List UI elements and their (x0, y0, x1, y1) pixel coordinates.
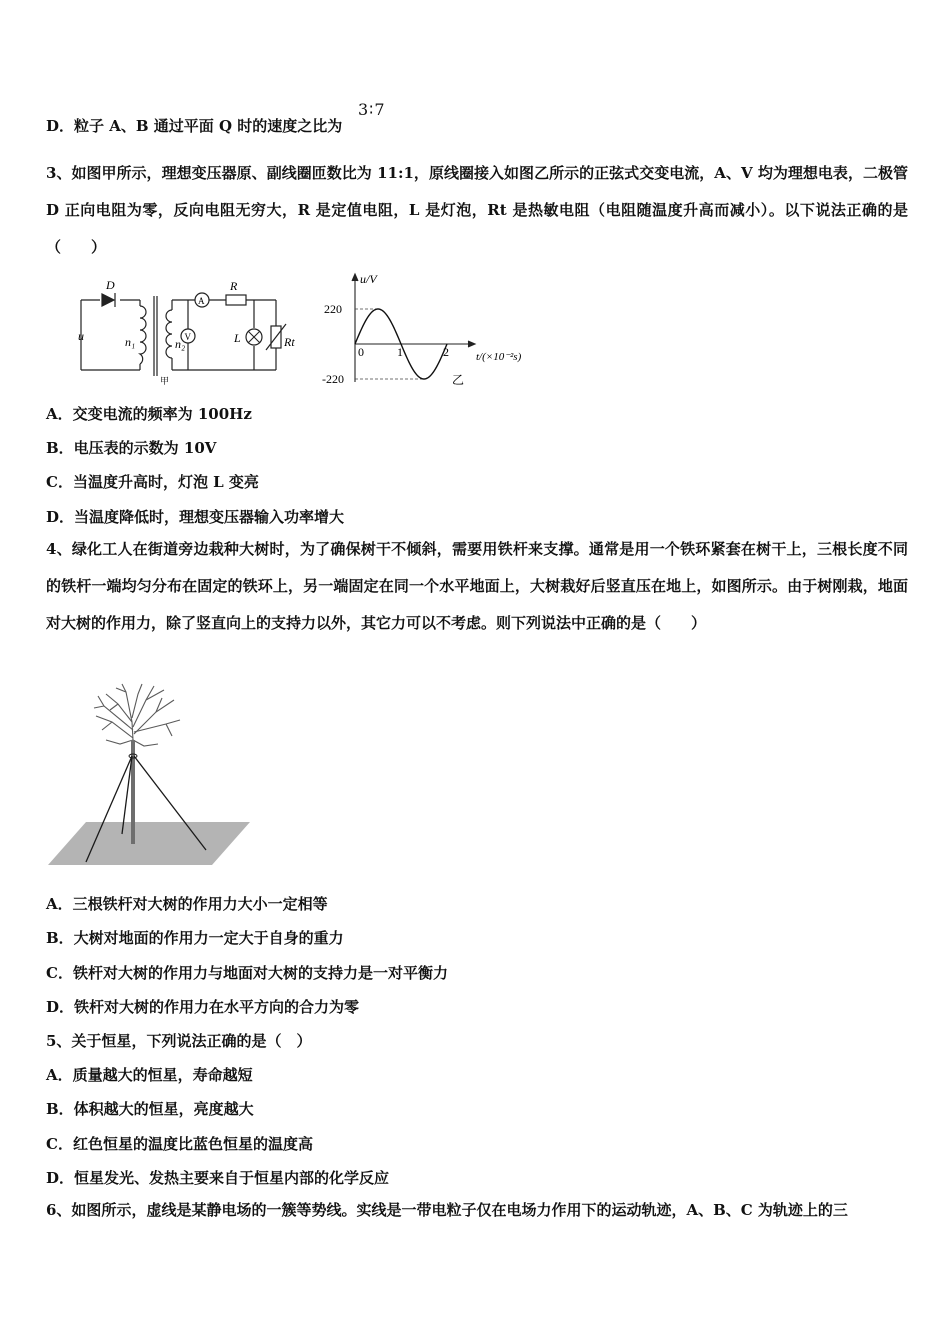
q3-option-c: C．当温度升高时，灯泡 L 变亮 (46, 473, 259, 491)
q5-option-b: B．体积越大的恒星，亮度越大 (46, 1100, 254, 1118)
q5-option-a: A．质量越大的恒星，寿命越短 (46, 1066, 253, 1084)
q3-stem: 3、如图甲所示，理想变压器原、副线圈匝数比为 11:1，原线圈接入如图乙所示的正弦式交变电流，A、V 均为理想电表，二极管 D 正向电阻为零，反向电阻无穷大，R 是定值电阻，L 是灯泡，Rt 是热敏电阻（电阻随温度升高而减小）。以下说法正确的是（ ） (46, 164, 908, 256)
q4-stem: 4、绿化工人在街道旁边栽种大树时，为了确保树干不倾斜，需要用铁杆来支撑。通常是用一个铁环紧套在树干上，三根长度不同的铁杆一端均匀分布在固定的铁环上，另一端固定在同一个水平地面上，大树栽好后竖直压在地上，如图所示。由于树刚栽，地面对大树的作用力，除了竖直向上的支持力以外，其它力可以不考虑。则下列说法中正确的是（ ） (46, 540, 908, 632)
label-a: A (198, 296, 205, 306)
q3-circuit-diagram (76, 278, 316, 388)
y-tick-220: 220 (324, 302, 342, 316)
y-tick-neg220: -220 (322, 372, 344, 386)
x-tick-1: 1 (397, 345, 403, 359)
q6-stem: 6、如图所示，虚线是某静电场的一簇等势线。实线是一带电粒子仅在电场力作用下的运动轨迹，A、B、C 为轨迹上的三 (46, 1201, 848, 1219)
q4-option-c: C．铁杆对大树的作用力与地面对大树的支持力是一对平衡力 (46, 964, 448, 982)
q4-option-d: D．铁杆对大树的作用力在水平方向的合力为零 (46, 998, 360, 1016)
label-d: D (106, 278, 115, 292)
label-v: V (184, 332, 191, 342)
q3-waveform-chart (318, 272, 538, 387)
q2-option-d: D．粒子 A、B 通过平面 Q 时的速度之比为 (46, 117, 343, 135)
label-l: L (234, 331, 241, 345)
label-n2: n₂ (175, 337, 186, 351)
q4-tree-illustration (46, 682, 256, 867)
q5-option-c: C．红色恒星的温度比蓝色恒星的温度高 (46, 1135, 313, 1153)
q3-option-b: B．电压表的示数为 10V (46, 439, 217, 457)
chart-xlabel: t/(×10⁻²s) (476, 351, 522, 363)
q2-ratio: 3∶7 (358, 100, 386, 119)
x-tick-0: 0 (358, 345, 364, 359)
label-u: u (78, 329, 84, 343)
q3-option-d: D．当温度降低时，理想变压器输入功率增大 (46, 508, 345, 526)
label-r: R (230, 279, 238, 293)
label-n1: n₁ (125, 335, 136, 349)
x-tick-2: 2 (443, 345, 449, 359)
q5-stem: 5、关于恒星，下列说法正确的是（ ） (46, 1032, 312, 1050)
label-rt: Rt (284, 335, 295, 349)
q3-option-a: A．交变电流的频率为 100Hz (46, 405, 252, 423)
chart-caption: 乙 (452, 373, 465, 387)
tree-branches (94, 684, 180, 746)
q4-option-b: B．大树对地面的作用力一定大于自身的重力 (46, 929, 344, 947)
circuit-caption: 甲 (160, 376, 170, 386)
q5-option-d: D．恒星发光、发热主要来自于恒星内部的化学反应 (46, 1169, 390, 1187)
ground-plane (48, 822, 250, 865)
q4-option-a: A．三根铁杆对大树的作用力大小一定相等 (46, 895, 328, 913)
chart-ylabel: u/V (360, 272, 377, 286)
